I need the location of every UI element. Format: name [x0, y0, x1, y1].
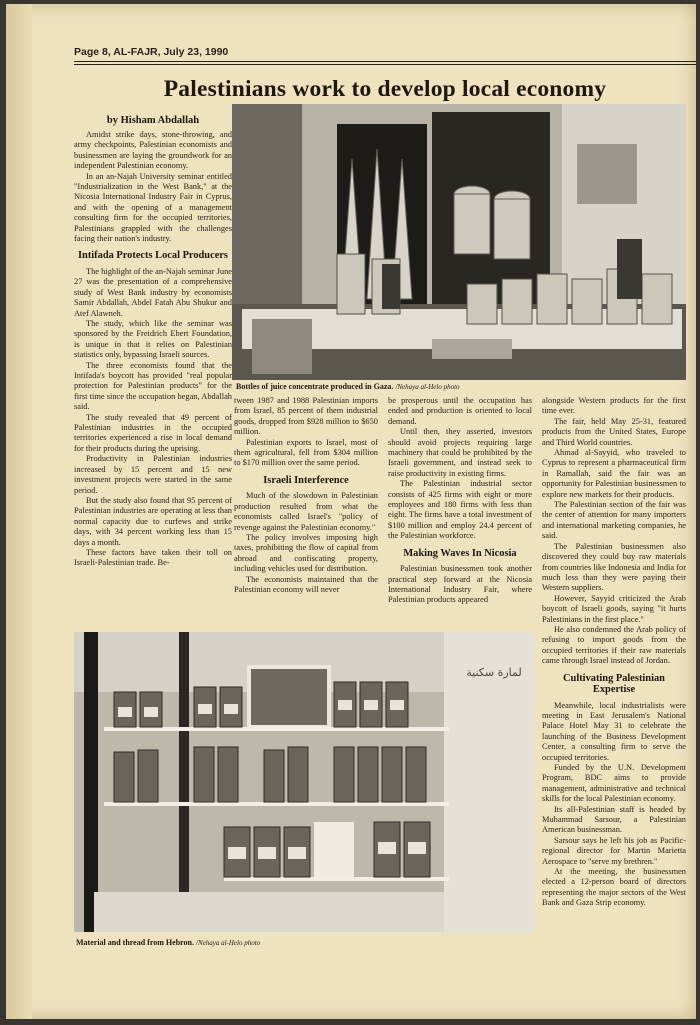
paragraph: Amidst strike days, stone-throwing, and army checkpoints, Palestinian economists and businessmen are laying the groundwork for an independent Palestinian economy.: [74, 130, 232, 171]
paragraph: alongside Western products for the first time ever.: [542, 396, 686, 416]
photo-hebron-display: [74, 632, 534, 932]
paragraph: Palestinian businessmen took another practical step forward at the Nicosia International Industry Fair, where Palestinian products appeared: [388, 564, 532, 605]
paragraph: At the meeting, the businessmen elected a 12-person board of directors representing the major sectors of the West Bank and Gaza Strip economy.: [542, 867, 686, 908]
header-rule: [74, 64, 696, 65]
paragraph: The three economists found that the Intifada's boycott has provided "real popular protection for Palestinian products" for the first time since the occupation began, Abdallah said.: [74, 360, 232, 412]
paragraph: The Palestinian industrial sector consists of 425 firms with eight or more employees and 180 firms with less than eight. The firms have a total investment of $100 million and employ 24.4 percent of the Palestinian workforce.: [388, 479, 532, 541]
paragraph: Meanwhile, local industrialists were meeting in East Jerusalem's National Palace Hotel May 31 to celebrate the launching of the Business Development Center, a consulting firm to serve the occupied territories.: [542, 700, 686, 762]
paragraph: These factors have taken their toll on Israeli-Palestinian trade. Be-: [74, 547, 232, 568]
paragraph: Much of the slowdown in Palestinian production resulted from what the economists called Israel's "policy of revenge against the Palestinian economy.": [234, 491, 378, 532]
photo-credit: /Nehaya al-Helo photo: [395, 383, 460, 391]
photo-caption-top: [236, 382, 686, 391]
paragraph: The study, which like the seminar was sponsored by the Freidrich Ebert Foundation, is unique in that it relies on Palestinian statistics only, bypassing Israeli sources.: [74, 319, 232, 360]
subheading: Intifada Protects Local Producers: [78, 250, 228, 262]
photo-juice-bottles: [232, 104, 686, 380]
paragraph: The fair, held May 25-31, featured products from the United States, Europe and Third World countries.: [542, 416, 686, 447]
caption-text: Material and thread from Hebron.: [76, 938, 194, 947]
shop-sign-text: لمارة سكنية: [466, 666, 522, 679]
article-column-4: [542, 396, 686, 958]
page-header: Page 8, AL-FAJR, July 23, 1990: [74, 46, 696, 62]
photo-credit: /Nehaya al-Helo photo: [196, 939, 261, 947]
paragraph: The economists maintained that the Palestinian economy will never: [234, 574, 378, 594]
paragraph: In an an-Najah University seminar entitled "Industrialization in the West Bank," at the Nicosia International Industry Fair in Cyprus, and with the opening of a management consulting firm for the occupied territories, Palestinians grappled with the challenges facing their nation's industry.: [74, 171, 232, 244]
caption-text: Bottles of juice concentrate produced in Gaza.: [236, 382, 394, 391]
paragraph: The Palestinian section of the fair was the center of attention for many importers and international marketing companies, he said.: [542, 500, 686, 541]
subheading: Israeli Interference: [263, 474, 349, 486]
paragraph: be prosperous until the occupation has ended and production is oriented to local demand.: [388, 396, 532, 426]
paragraph: tween 1987 and 1988 Palestinian imports from Israel, 85 percent of them industrial goods, dropped from $928 million to $650 million.: [234, 396, 378, 437]
paragraph: Productivity in Palestinian industries increased by 15 percent and 15 new investment projects were started in the same period.: [74, 454, 232, 495]
photo-caption-bottom: [76, 938, 534, 947]
paragraph: Ahmad al-Sayyid, who traveled to Cyprus to represent a pharmaceutical firm in Ramallah, said the fair was an opportunity for Palestinian businessmen to explore new markets for their products.: [542, 448, 686, 499]
article-column-3: [388, 396, 532, 622]
paragraph: The study revealed that 49 percent of Palestinian industries in the occupied territories experienced a rise in local demand for their products during the uprising.: [74, 412, 232, 453]
headline: Palestinians work to develop local economy: [163, 76, 607, 102]
article-column-2: [234, 396, 378, 622]
paragraph: He also condemned the Arab policy of refusing to import goods from the occupied territories if their raw materials came through Israel instead of Jordan.: [542, 624, 686, 666]
photo-hebron-display-image: [74, 632, 534, 932]
subheading: Making Waves In Nicosia: [403, 547, 517, 559]
photo-juice-bottles-image: [232, 104, 686, 380]
byline: by Hisham Abdallah: [106, 115, 200, 126]
paragraph: Funded by the U.N. Development Program, BDC aims to provide management, administrative and technical skills for the local Palestinian economy.: [542, 763, 686, 804]
paragraph: Palestinian exports to Israel, most of them agricultural, fell from $304 million to $170 million over the same period.: [234, 437, 378, 468]
paragraph: The Palestinian businessmen also discovered they could buy raw materials from countries like Indonesia and India for much less than they were paying their Western suppliers.: [542, 541, 686, 593]
newspaper-page: [6, 4, 696, 1019]
paragraph: But the study also found that 95 percent of Palestinian industries are operating at less than normal capacity due to curfews and strike days, with 34 percent working less than 15 days a month.: [74, 495, 232, 547]
article-column-1: [74, 130, 232, 622]
paragraph: The policy involves imposing high taxes, prohibiting the flow of capital from abroad and confiscating property, including vehicles used for distribution.: [234, 532, 378, 574]
paragraph: Sarsour says he left his job as Pacific-regional director for Martin Marietta Aerospace to "serve my brethren.": [542, 835, 686, 866]
paragraph: The highlight of the an-Najah seminar June 27 was the presentation of a comprehensive study of West Bank industry by economists Samir Abdallah, Abdel Fatah Abu Shukur and Atef Alawneh.: [74, 266, 232, 318]
paragraph: Its all-Palestinian staff is headed by Muhammad Sarsour, a Palestinian American businessman.: [542, 804, 686, 835]
subheading: Cultivating Palestinian Expertise: [563, 672, 665, 696]
paragraph: However, Sayyid criticized the Arab boycott of Israeli goods, saying "it hurts Palestinians in the first place.": [542, 593, 686, 624]
paragraph: Until then, they asserted, investors should avoid projects requiring large machinery that could be prohibited by the Israeli government, and instead seek to raise productivity in existing firms.: [388, 427, 532, 478]
